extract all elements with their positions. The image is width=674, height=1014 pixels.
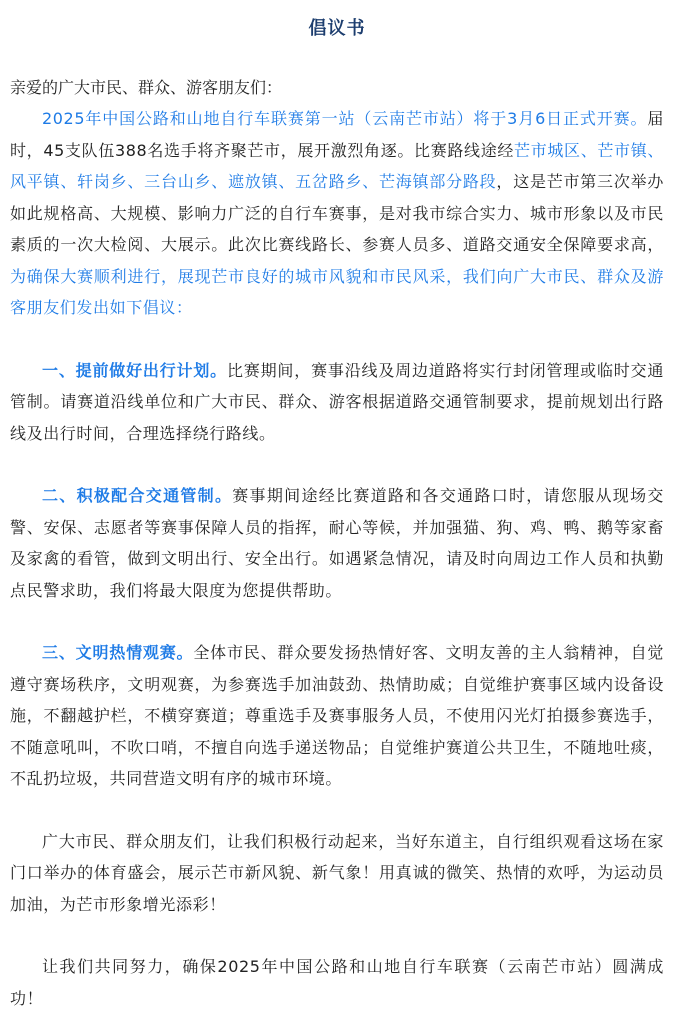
document-title: 倡议书: [308, 18, 366, 39]
proposal-item-1-body: 比赛期间，赛事沿线及周边道路将实行封闭管理或临时交通管制。请赛道沿线单位和广大市民、群众、游客根据道路交通管制要求，提前规划出行路线及出行时间，合理选择绕行路线。: [10, 360, 664, 443]
proposal-item-3-heading: 三、文明热情观赛。: [42, 643, 194, 662]
proposal-item-2: [10, 480, 664, 606]
proposal-item-3: [10, 637, 664, 795]
proposal-item-1-heading: 一、提前做好出行计划。: [42, 360, 227, 380]
proposal-item-3-body: 全体市民、群众要发扬热情好客、文明友善的主人翁精神，自觉遵守赛场秩序，文明观赛，为参赛选手加油鼓劲、热情助威；自觉维护赛事区域内设备设施，不翻越护栏，不横穿赛道；尊重选手及赛事服务人员，不使用闪光灯拍摄参赛选手，不随意吼叫，不吹口哨，不擅自向选手递送物品；自觉维护赛道公共卫生，不随地吐痰，不乱扔垃圾，共同营造文明有序的城市环境。: [10, 643, 664, 788]
salutation: 亲爱的广大市民、群众、游客朋友们：: [10, 78, 283, 97]
spacer: [10, 449, 664, 480]
spacer: [10, 606, 664, 637]
proposal-item-2-body: 赛事期间途经比赛道路和各交通路口时，请您服从现场交警、安保、志愿者等赛事保障人员的指挥，耐心等候，并加强猫、狗、鸡、鸭、鹅等家畜及家禽的看管，做到文明出行、安全出行。如遇紧急情况，请及时向周边工作人员和执勤点民警求助，我们将最大限度为您提供帮助。: [10, 486, 664, 600]
closing-paragraph-1: 广大市民、群众朋友们，让我们积极行动起来，当好东道主，自行组织观看这场在家门口举办的体育盛会，展示芒市新风貌、新气象！用真诚的微笑、热情的欢呼，为运动员加油，为芒市形象增光添彩！: [10, 831, 664, 914]
intro-highlight-route: 芒市城区、芒市镇、风平镇、轩岗乡、三台山乡、遮放镇、五岔路乡、芒海镇部分路段: [10, 140, 664, 191]
spacer: [10, 795, 664, 826]
closing-paragraph-2: 让我们共同努力，确保2025年中国公路和山地自行车联赛（云南芒市站）圆满成功！: [10, 957, 664, 1008]
proposal-item-1: [10, 355, 664, 450]
spacer: [10, 920, 664, 951]
intro-highlight-event: 2025年中国公路和山地自行车联赛第一站（云南芒市站）将于3月6日正式开赛。: [42, 109, 648, 128]
intro-highlight-appeal: 为确保大赛顺利进行，展现芒市良好的城市风貌和市民风采，我们向广大市民、群众及游客朋友们发出如下倡议：: [10, 266, 664, 317]
intro-text-teams: 届时，45支队伍388名选手将齐聚芒市，展开激烈角逐。比赛路线途经: [10, 109, 664, 160]
intro-paragraph: [10, 103, 664, 324]
proposal-item-2-heading: 二、积极配合交通管制。: [42, 486, 233, 505]
intro-text-significance: ，这是芒市第三次举办如此规格高、大规模、影响力广泛的自行车赛事，是对我市综合实力、城市形象以及市民素质的一次大检阅、大展示。此次比赛线路长、参赛人员多、道路交通安全保障要求高，: [10, 172, 664, 254]
spacer: [10, 324, 664, 355]
